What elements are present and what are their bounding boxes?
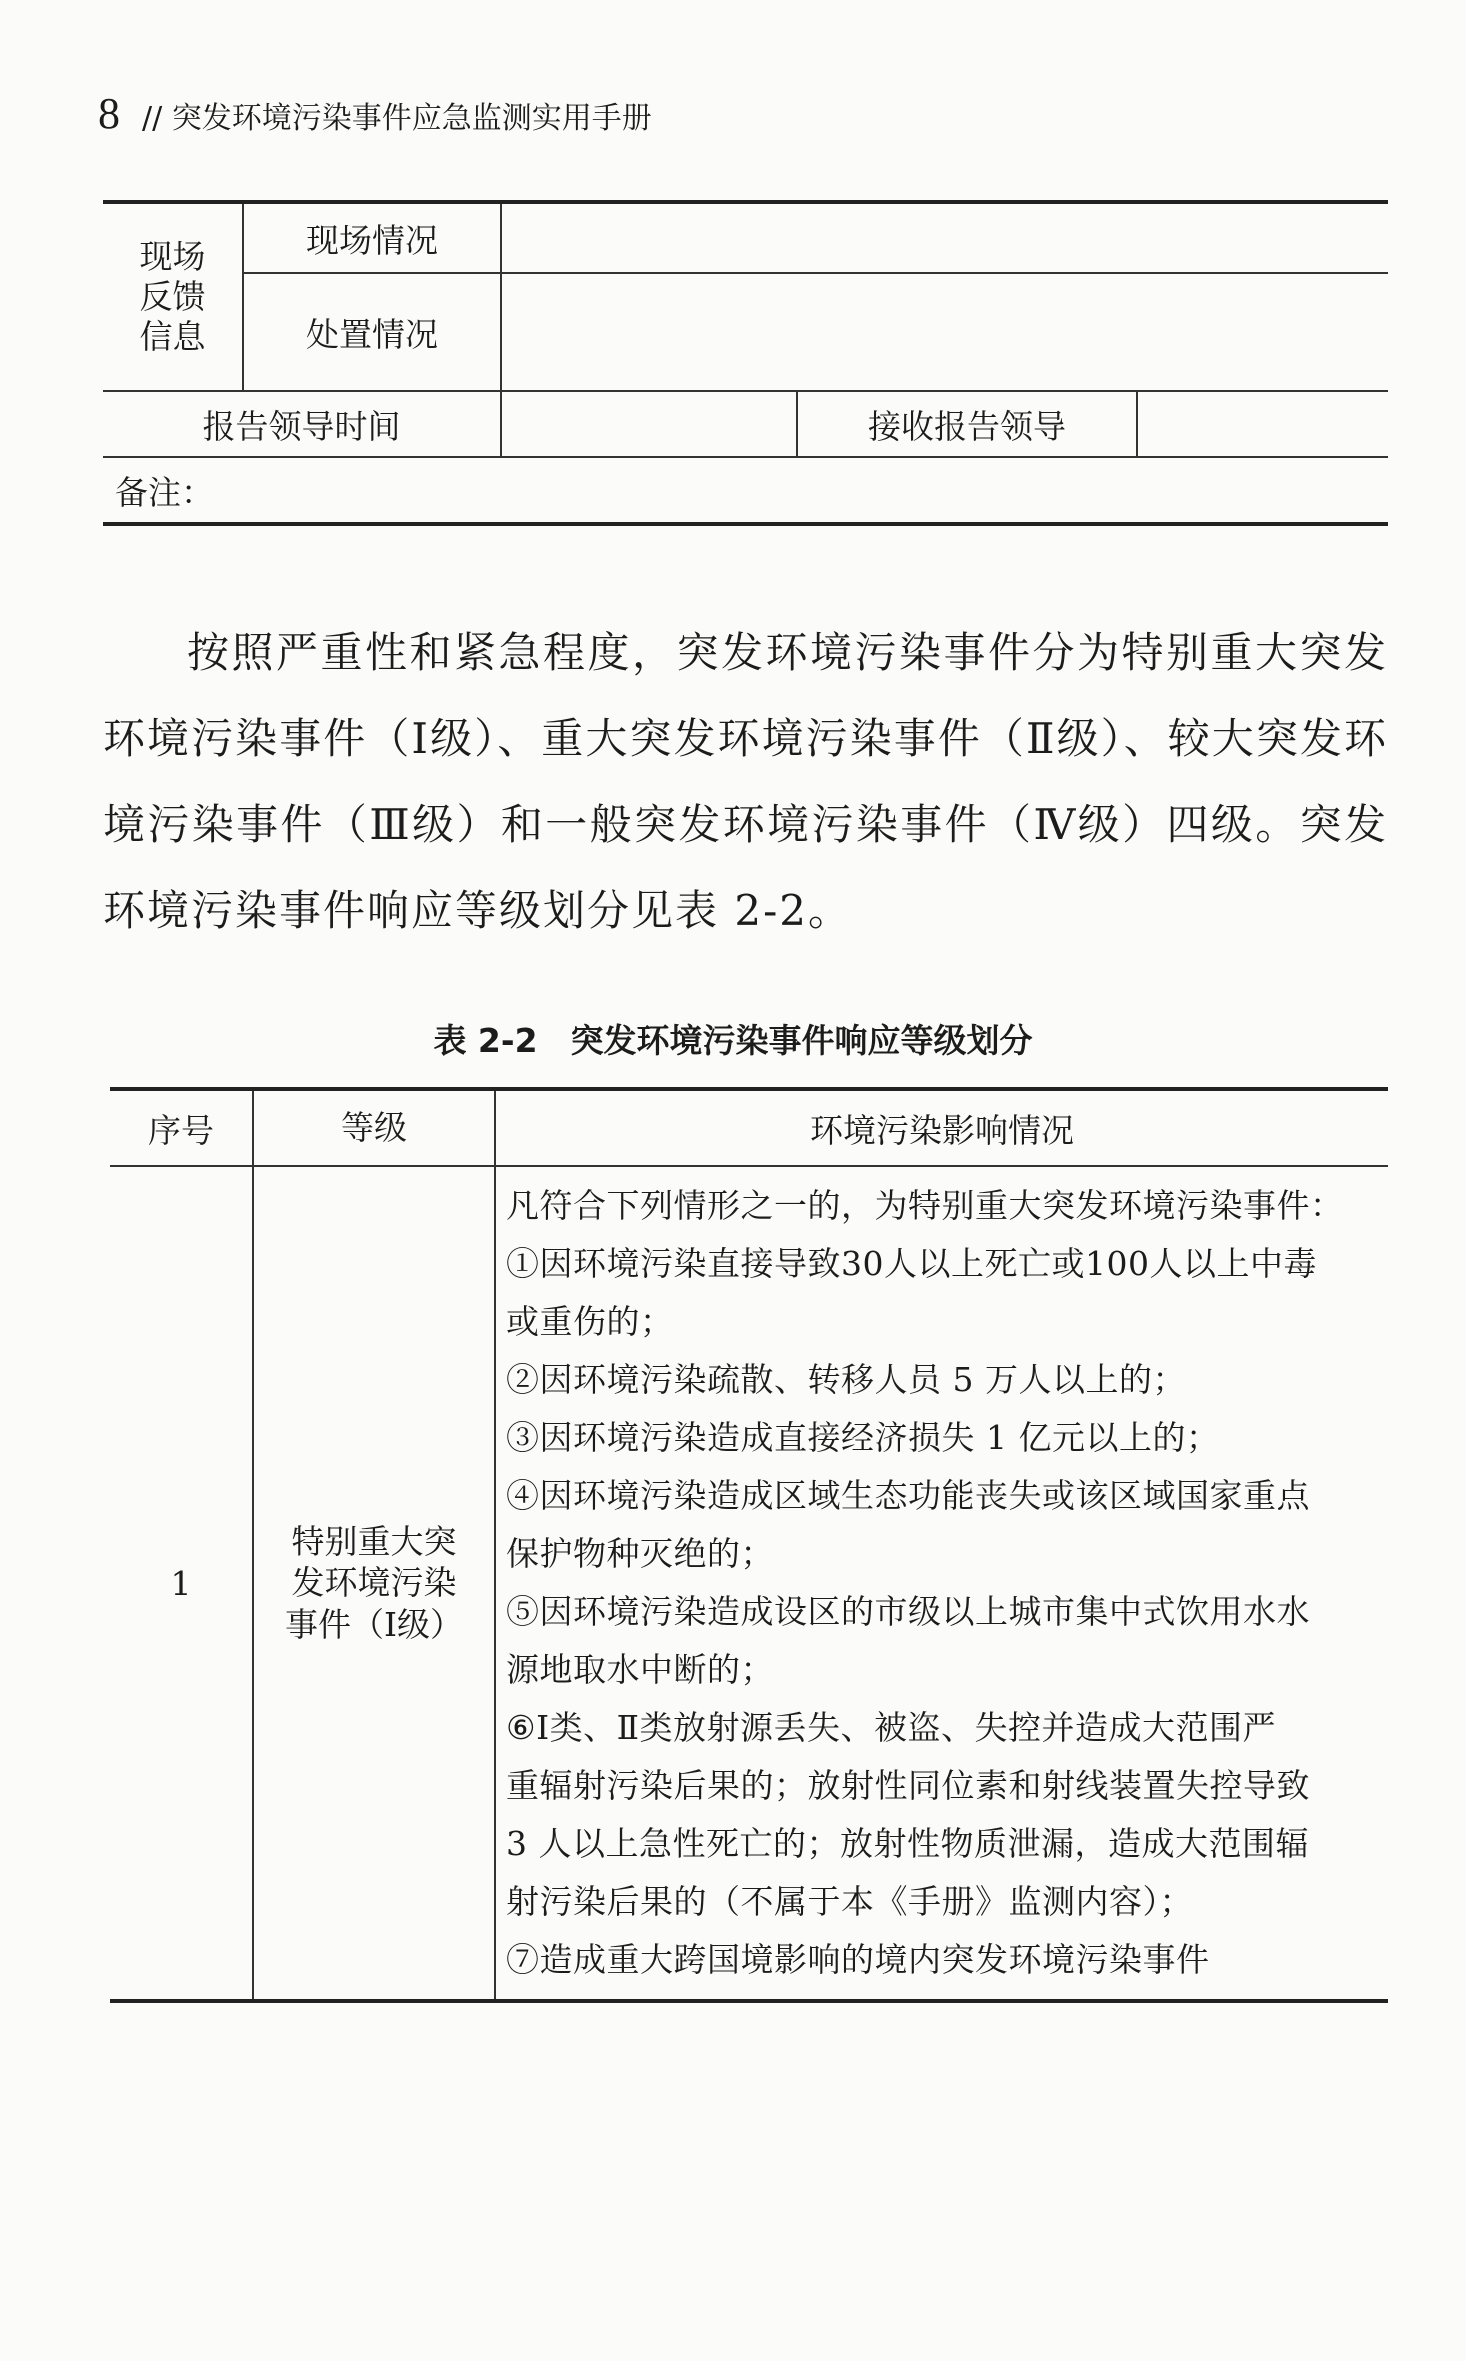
report-time-label: 报告领导时间 (103, 391, 501, 457)
description-line: ④因环境污染造成区域生态功能丧失或该区域国家重点 (506, 1476, 1310, 1515)
description-line: 源地取水中断的； (506, 1650, 774, 1689)
receiver-value (1137, 391, 1388, 457)
description-line: ⑤因环境污染造成设区的市级以上城市集中式饮用水水 (506, 1592, 1310, 1631)
receiver-label: 接收报告领导 (797, 391, 1137, 457)
row-no: 1 (110, 1166, 253, 2001)
body-paragraph: 按照严重性和紧急程度，突发环境污染事件分为特别重大突发环境污染事件（Ⅰ级）、重大突发环境污染事件（Ⅱ级）、较大突发环境污染事件（Ⅲ级）和一般突发环境污染事件（Ⅳ级）四级。突发环境污染事件响应等级划分见表 2-2。 (103, 628, 1388, 935)
description-line: ⑥Ⅰ类、Ⅱ类放射源丢失、被盗、失控并造成大范围严 (506, 1708, 1277, 1747)
page-header (98, 88, 652, 139)
form-row-remarks (103, 457, 1388, 524)
table-row (110, 1166, 1388, 2001)
header-impact: 环境污染影响情况 (495, 1089, 1388, 1166)
disposal-label: 处置情况 (243, 273, 501, 391)
response-level-table (110, 1087, 1388, 2003)
level-line: 发环境污染 (291, 1563, 457, 1603)
description-line: ①因环境污染直接导致30人以上死亡或100人以上中毒 (506, 1244, 1317, 1283)
table-caption: 表 2-2 突发环境污染事件响应等级划分 (433, 1021, 1033, 1060)
table-header-row (110, 1089, 1388, 1166)
feedback-form-table (103, 200, 1388, 526)
running-title: // 突发环境污染事件应急监测实用手册 (142, 101, 652, 136)
feedback-group-label (103, 202, 243, 391)
site-situation-label: 现场情况 (243, 202, 501, 273)
group-label-line: 信息 (139, 317, 206, 357)
header-level: 等级 (253, 1089, 495, 1166)
site-situation-value (501, 202, 1388, 273)
description-line: 凡符合下列情形之一的，为特别重大突发环境污染事件： (506, 1186, 1344, 1225)
form-row-disposal (103, 273, 1388, 391)
remarks-label: 备注： (103, 457, 1388, 524)
form-row-site (103, 202, 1388, 273)
group-label-line: 反馈 (139, 276, 206, 316)
description-line: ⑦造成重大跨国境影响的境内突发环境污染事件 (506, 1940, 1210, 1979)
description-line: 保护物种灭绝的； (506, 1534, 774, 1573)
level-line: 事件（Ⅰ级） (284, 1604, 464, 1644)
row-level (253, 1166, 495, 2001)
description-line: 或重伤的； (506, 1302, 674, 1341)
row-description (495, 1166, 1388, 2001)
description-line: ③因环境污染造成直接经济损失 1 亿元以上的； (506, 1418, 1220, 1457)
form-row-report (103, 391, 1388, 457)
description-line: 重辐射污染后果的；放射性同位素和射线装置失控导致 (506, 1766, 1310, 1805)
group-label-line: 现场 (139, 236, 206, 276)
disposal-value (501, 273, 1388, 391)
level-line: 特别重大突 (291, 1522, 457, 1562)
header-no: 序号 (110, 1089, 253, 1166)
page-number: 8 (98, 89, 120, 138)
description-line: 3 人以上急性死亡的；放射性物质泄漏，造成大范围辐 (506, 1824, 1309, 1863)
description-line: 射污染后果的（不属于本《手册》监测内容）； (506, 1882, 1193, 1921)
description-line: ②因环境污染疏散、转移人员 5 万人以上的； (506, 1360, 1186, 1399)
report-time-value (501, 391, 797, 457)
